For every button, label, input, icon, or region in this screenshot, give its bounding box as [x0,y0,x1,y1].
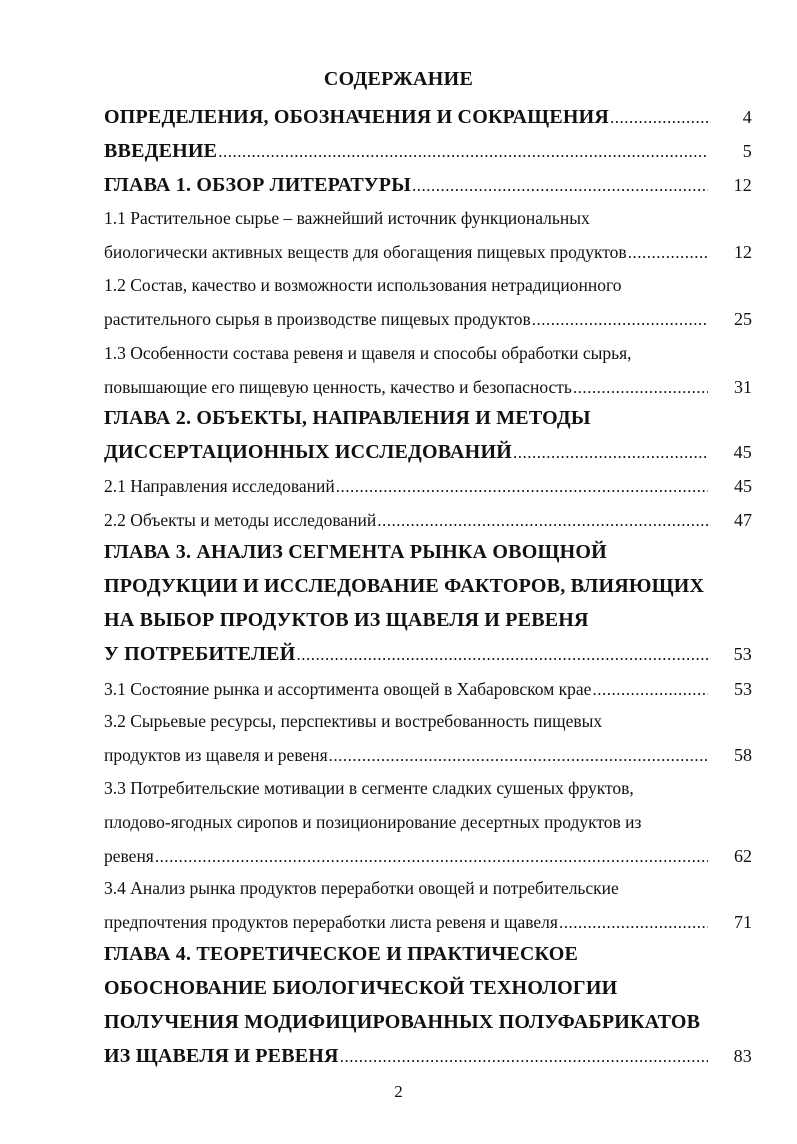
toc-entry-text: 3.3 Потребительские мотивации в сегменте сладких сушеных фруктов, [104,778,634,798]
toc-line [104,235,752,269]
toc-line [104,1039,752,1073]
toc-entry-section-3-4[interactable] [104,871,752,939]
toc-line [104,401,752,435]
toc-entry-text: ИЗ ЩАВЕЛЯ И РЕВЕНЯ [104,1045,339,1067]
toc-entry-text: ГЛАВА 1. ОБЗОР ЛИТЕРАТУРЫ [104,174,412,196]
dot-leader [573,371,708,405]
toc-line [104,569,752,603]
toc-entry-section-1-2[interactable] [104,268,752,336]
toc-entry-text: 3.4 Анализ рынка продуктов переработки овощей и потребительские [104,878,619,898]
toc-entry-text: У ПОТРЕБИТЕЛЕЙ [104,643,296,665]
toc-entry-text: ОБОСНОВАНИЕ БИОЛОГИЧЕСКОЙ ТЕХНОЛОГИИ [104,977,618,999]
toc-page-number: 4 [742,107,752,127]
toc-entry-section-3-1[interactable] [104,672,752,706]
toc-entry-chapter-1[interactable] [104,168,752,202]
toc-entry-section-2-2[interactable] [104,503,752,537]
toc-page-number: 71 [734,912,752,932]
toc-line [104,771,752,805]
toc-line [104,738,752,772]
toc-entry-text: предпочтения продуктов переработки листа ревеня и щавеля [104,912,558,932]
toc-entry-chapter-2[interactable] [104,401,752,469]
toc-entry-text: продуктов из щавеля и ревеня [104,745,328,765]
toc-line [104,535,752,569]
toc-line [104,168,752,202]
toc-line [104,871,752,905]
toc-entry-text: плодово-ягодных сиропов и позиционирование десертных продуктов из [104,812,642,832]
dot-leader [340,1040,708,1074]
toc-entry-text: ПОЛУЧЕНИЯ МОДИФИЦИРОВАННЫХ ПОЛУФАБРИКАТОВ [104,1011,701,1033]
dot-leader [532,303,708,337]
toc-entry-chapter-4[interactable] [104,937,752,1073]
toc-entry-text: ПРОДУКЦИИ И ИССЛЕДОВАНИЕ ФАКТОРОВ, ВЛИЯЮЩИХ [104,575,705,597]
toc-entry-text: 3.2 Сырьевые ресурсы, перспективы и востребованность пищевых [104,711,603,731]
page-number: 2 [394,1082,403,1101]
toc-line [104,704,752,738]
toc-page-number: 31 [734,377,752,397]
toc-page-number: 5 [742,141,752,161]
dot-leader [336,470,708,504]
toc-entry-section-3-3[interactable] [104,771,752,873]
dot-leader [218,135,708,169]
dot-leader [412,169,708,203]
toc-page-number: 47 [734,510,752,530]
toc-line [104,336,752,370]
toc-entry-text: биологически активных веществ для обогащения пищевых продуктов [104,242,627,262]
toc-line [104,201,752,235]
toc-page-number: 25 [734,309,752,329]
dot-leader [155,840,708,874]
toc-entry-definitions[interactable] [104,100,752,134]
dot-leader [628,236,708,270]
toc-line [104,1005,752,1039]
toc-line [104,100,752,134]
dot-leader [513,436,708,470]
toc-page-number: 83 [733,1046,752,1066]
toc-entry-text: 2.1 Направления исследований [104,476,335,496]
toc-page-number: 12 [733,175,752,195]
toc-entry-text: ДИССЕРТАЦИОННЫХ ИССЛЕДОВАНИЙ [104,441,512,463]
toc-line [104,905,752,939]
toc-page-number: 58 [734,745,752,765]
dot-leader [377,504,708,538]
dot-leader [329,739,708,773]
toc-entry-text: 3.1 Состояние рынка и ассортимента овощей в Хабаровском крае [104,679,592,699]
dot-leader [592,673,708,707]
toc-entry-text: 1.2 Состав, качество и возможности использования нетрадиционного [104,275,622,295]
toc-line [104,637,752,671]
toc-entry-text: ГЛАВА 2. ОБЪЕКТЫ, НАПРАВЛЕНИЯ И МЕТОДЫ [104,407,591,429]
toc-page-number: 45 [734,476,752,496]
toc-entry-text: НА ВЫБОР ПРОДУКТОВ ИЗ ЩАВЕЛЯ И РЕВЕНЯ [104,609,589,631]
toc-line [104,503,752,537]
toc-line [104,672,752,706]
toc-entry-chapter-3[interactable] [104,535,752,671]
toc-line [104,603,752,637]
toc-entry-section-1-1[interactable] [104,201,752,269]
toc-entry-section-3-2[interactable] [104,704,752,772]
toc-line [104,805,752,839]
toc-line [104,469,752,503]
toc-line [104,268,752,302]
toc-line [104,302,752,336]
toc-page-number: 53 [733,644,752,664]
toc-line [104,971,752,1005]
toc-entry-section-1-3[interactable] [104,336,752,404]
toc-page-number: 12 [734,242,752,262]
toc-page-number: 62 [734,846,752,866]
toc-line [104,370,752,404]
toc-entry-text: растительного сырья в производстве пищевых продуктов [104,309,531,329]
dot-leader [610,101,708,135]
toc-line [104,839,752,873]
toc-line [104,937,752,971]
page-title: СОДЕРЖАНИЕ [323,68,474,90]
toc-page-number: 53 [734,679,752,699]
toc-entry-text: 1.1 Растительное сырье – важнейший источник функциональных [104,208,590,228]
toc-entry-text: ВВЕДЕНИЕ [104,140,218,162]
toc-entry-text: 1.3 Особенности состава ревеня и щавеля и способы обработки сырья, [104,343,632,363]
toc-line [104,134,752,168]
dot-leader [296,638,708,672]
toc-entry-text: ОПРЕДЕЛЕНИЯ, ОБОЗНАЧЕНИЯ И СОКРАЩЕНИЯ [104,106,610,128]
toc-entry-introduction[interactable] [104,134,752,168]
toc-entry-text: ревеня [104,846,154,866]
toc-entry-text: ГЛАВА 4. ТЕОРЕТИЧЕСКОЕ И ПРАКТИЧЕСКОЕ [104,943,579,965]
dot-leader [559,906,708,940]
toc-entry-text: ГЛАВА 3. АНАЛИЗ СЕГМЕНТА РЫНКА ОВОЩНОЙ [104,541,607,563]
toc-page-number: 45 [733,442,752,462]
toc-entry-text: повышающие его пищевую ценность, качество и безопасность [104,377,572,397]
toc-entry-text: 2.2 Объекты и методы исследований [104,510,377,530]
toc-entry-section-2-1[interactable] [104,469,752,503]
toc-line [104,435,752,469]
